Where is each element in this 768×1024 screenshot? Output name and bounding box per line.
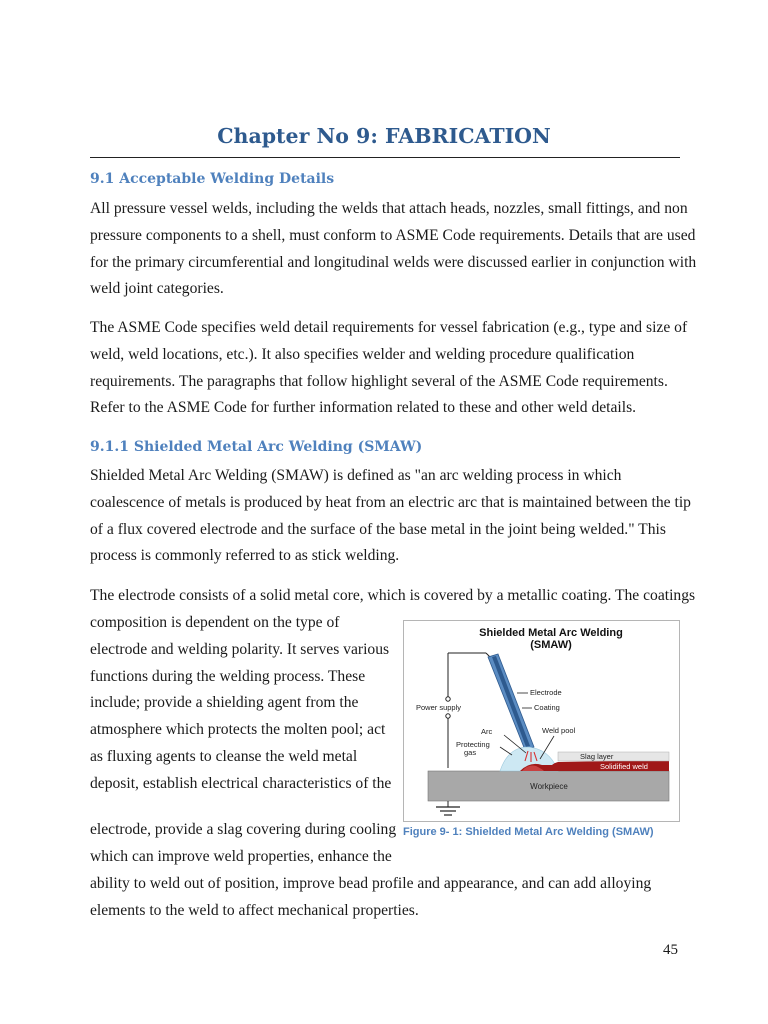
section-heading-9-1: 9.1 Acceptable Welding Details [90, 171, 335, 187]
text-line: for the primary circumferential and longitudinal welds were discussed earlier in conjunction with [90, 253, 697, 271]
label-protecting-gas-2: gas [464, 748, 477, 757]
title-rule [90, 157, 680, 158]
text-line: weld joint categories. [90, 280, 224, 298]
paragraph-9-1-1-b-first-line [90, 583, 696, 610]
text-line: electrode, provide a slag covering during cooling [90, 821, 397, 838]
text-line: Refer to the ASME Code for further information related to these and other weld details. [90, 399, 637, 417]
label-protecting-gas-1: Protecting [456, 740, 490, 749]
text-line: elements to the weld to affect mechanical properties. [90, 901, 419, 919]
text-line: electrode and welding polarity. It serves various [90, 640, 390, 658]
text-line: functions during the welding process. These [90, 667, 366, 685]
label-coating: Coating [534, 703, 560, 712]
text-line: requirements. The paragraphs that follow highlight several of the ASME Code requirements. [90, 372, 668, 390]
label-electrode: Electrode [530, 688, 562, 697]
electrode-core [492, 656, 530, 747]
smaw-figure [403, 620, 680, 822]
text-line: deposit, establish electrical characteristics of the [90, 774, 392, 792]
paragraph-9-1-1-b-tail [90, 871, 682, 925]
label-power-supply: Power supply [416, 703, 462, 712]
text-line: of a flux covered electrode and the surface of the base metal in the joint being welded." This [90, 520, 666, 538]
slag-layer [558, 752, 669, 761]
text-line: The ASME Code specifies weld detail requirements for vessel fabrication (e.g., type and size of [90, 319, 688, 336]
paragraph-9-1-1-b-wrap [90, 610, 390, 798]
smaw-diagram [404, 621, 679, 821]
text-line: process is commonly referred to as stick welding. [90, 547, 400, 565]
text-line: All pressure vessel welds, including the welds that attach heads, nozzles, small fittings, and non [90, 200, 688, 217]
figure-title-line2: (SMAW) [530, 639, 572, 651]
label-solidified-weld: Solidified weld [600, 762, 648, 771]
text-line: weld, weld locations, etc.). It also specifies welder and welding procedure qualification [90, 345, 635, 363]
text-line: which can improve weld properties, enhance the [90, 847, 392, 865]
text-line: The electrode consists of a solid metal core, which is covered by a metallic coating. The coatings [90, 587, 696, 604]
paragraph-9-1-1-a [90, 463, 691, 570]
chapter-title: Chapter No 9: FABRICATION [217, 124, 551, 148]
figure-title-line1: Shielded Metal Arc Welding [479, 627, 623, 639]
paragraph-9-1-a [90, 196, 697, 303]
text-line: as fluxing agents to cleanse the weld metal [90, 747, 358, 765]
section-heading-9-1-1: 9.1.1 Shielded Metal Arc Welding (SMAW) [90, 439, 423, 455]
power-terminal-top [446, 697, 450, 701]
text-line: atmosphere which protects the molten pool; act [90, 721, 386, 739]
label-arc: Arc [481, 727, 493, 736]
label-slag-layer: Slag layer [580, 752, 614, 761]
figure-caption: Figure 9- 1: Shielded Metal Arc Welding (SMAW) [403, 826, 654, 838]
leader-protecting-gas [500, 747, 512, 755]
text-line: coalescence of metals is produced by heat from an electric arc that is maintained between the tip [90, 493, 691, 511]
text-line: pressure components to a shell, must conform to ASME Code requirements. Details that are used [90, 226, 696, 244]
text-line: composition is dependent on the type of [90, 614, 340, 631]
label-workpiece: Workpiece [530, 782, 568, 791]
power-terminal-bottom [446, 714, 450, 718]
text-line: ability to weld out of position, improve bead profile and appearance, and can add alloying [90, 875, 652, 892]
label-weld-pool: Weld pool [542, 726, 576, 735]
text-line: Shielded Metal Arc Welding (SMAW) is defined as "an arc welding process in which [90, 467, 622, 484]
text-line: include; provide a shielding agent from the [90, 694, 359, 712]
paragraph-9-1-1-b-after-figure [90, 817, 397, 871]
page-number: 45 [663, 942, 678, 958]
paragraph-9-1-b [90, 315, 688, 422]
